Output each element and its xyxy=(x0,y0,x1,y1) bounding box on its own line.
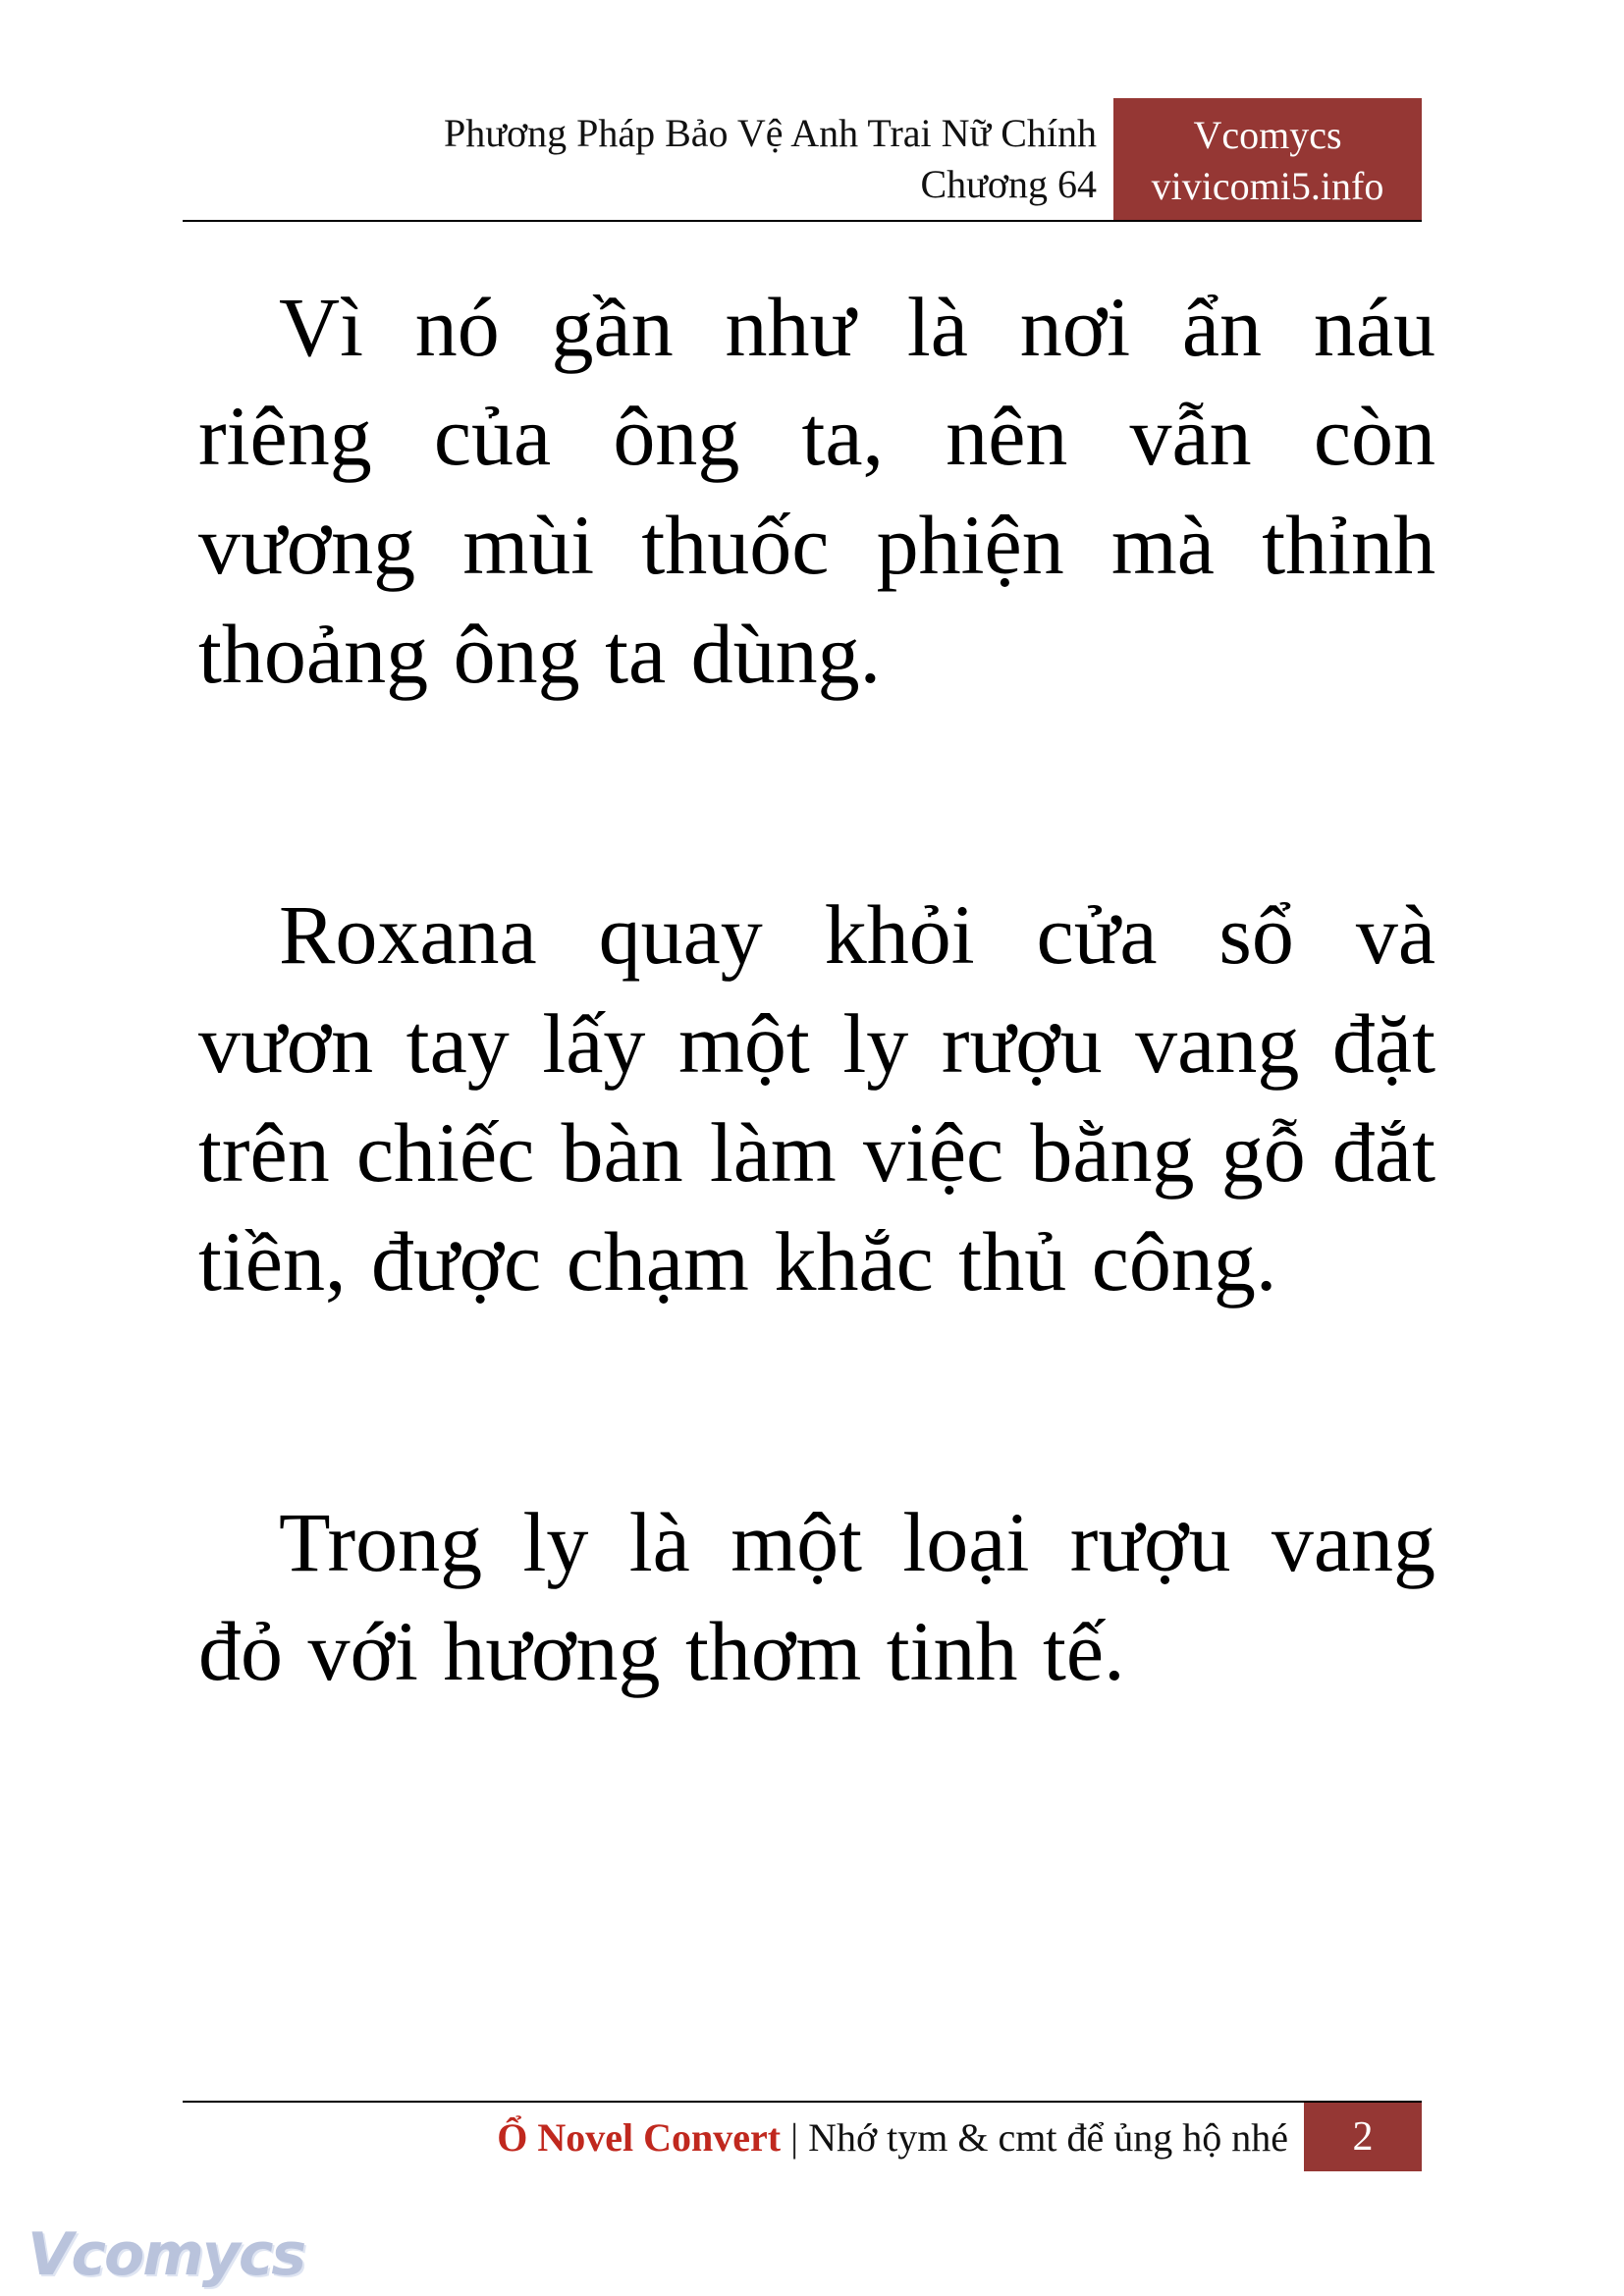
footer-separator: | xyxy=(790,2115,799,2160)
footer-divider xyxy=(183,2101,1422,2103)
badge-site-name: Vcomycs xyxy=(1193,113,1342,157)
paragraph-1: Vì nó gần như là nơi ẩn náu riêng của ông ta, nên vẫn còn vương mùi thuốc phiện mà thỉnh thoảng ông ta dùng. xyxy=(198,280,1435,701)
watermark-logo: Vcomycs xyxy=(27,2220,305,2289)
header-divider xyxy=(183,220,1422,222)
page-header xyxy=(183,98,1422,220)
footer-brand: Ổ Novel Convert xyxy=(497,2115,782,2160)
paragraph-3: Trong ly là một loại rượu vang đỏ với hương thơm tinh tế. xyxy=(198,1495,1435,1698)
chapter-label: Chương 64 xyxy=(920,162,1097,206)
paragraph-2: Roxana quay khỏi cửa sổ và vươn tay lấy một ly rượu vang đặt trên chiếc bàn làm việc bằng gỗ đắt tiền, được chạm khắc thủ công. xyxy=(198,887,1435,1308)
page-number: 2 xyxy=(1304,2103,1422,2171)
site-badge xyxy=(1113,98,1422,220)
page-footer xyxy=(497,2107,1288,2169)
badge-site-url: vivicomi5.info xyxy=(1151,164,1384,208)
chapter-content xyxy=(198,273,1435,1878)
footer-note: Nhớ tym & cmt để ủng hộ nhé xyxy=(808,2115,1288,2160)
book-title: Phương Pháp Bảo Vệ Anh Trai Nữ Chính xyxy=(444,111,1097,155)
header-title-block xyxy=(444,108,1097,210)
